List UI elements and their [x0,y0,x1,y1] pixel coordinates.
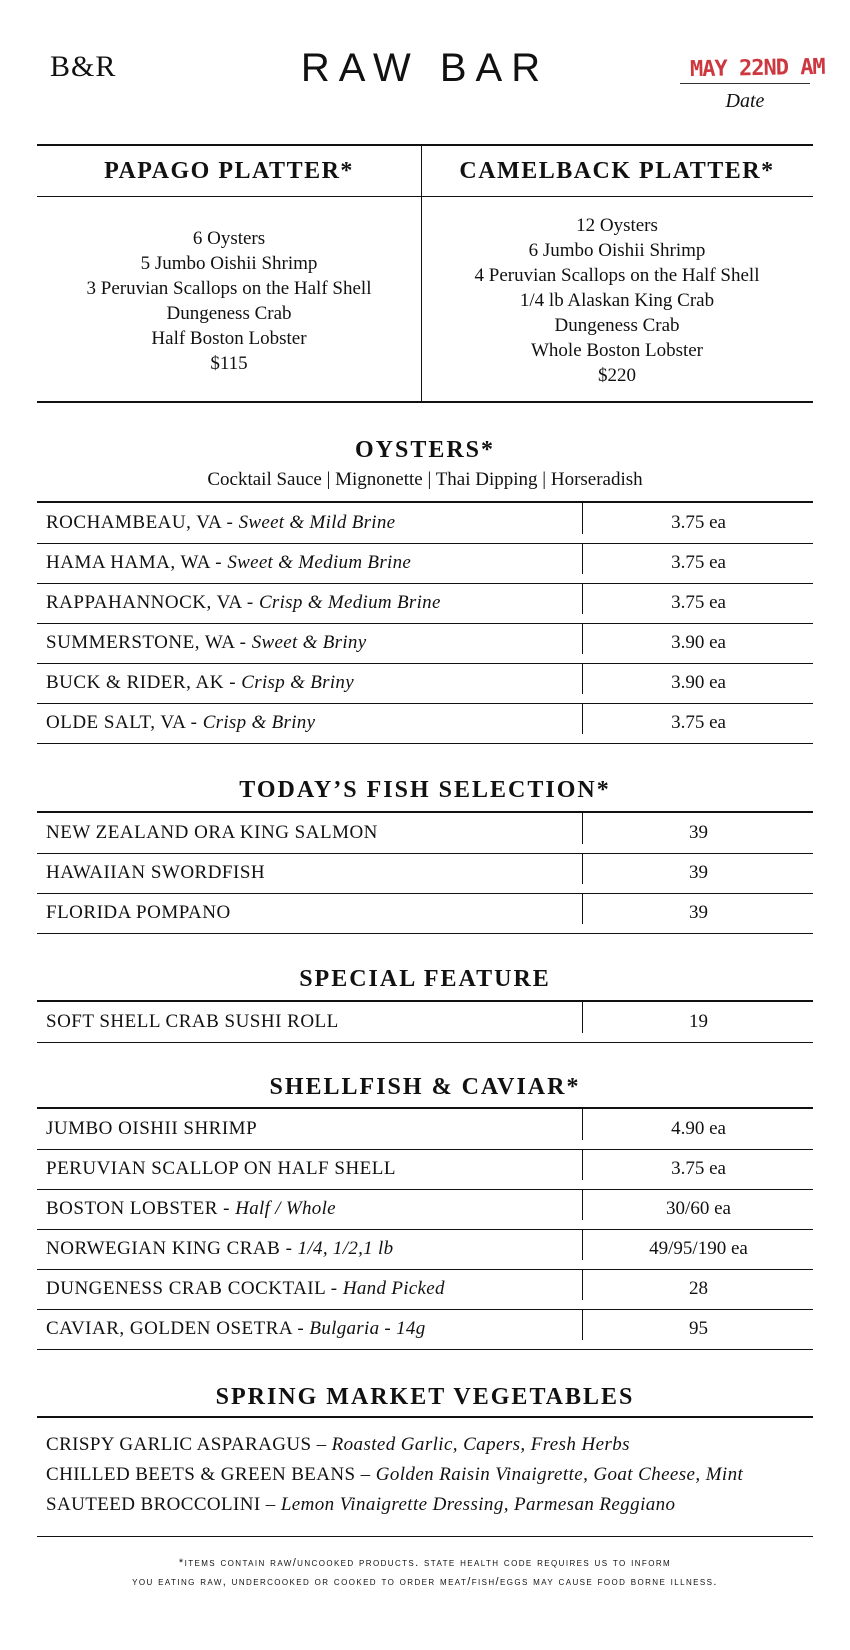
menu-row [37,1109,813,1150]
date-label: Date [725,90,765,112]
item-title: RAPPAHANNOCK, VA - [46,592,254,613]
page-title: RAW BAR [300,46,550,90]
menu-row [37,1269,813,1310]
platter-item: 3 Peruvian Scallops on the Half Shell [86,278,372,299]
platter-item: Half Boston Lobster [151,328,307,349]
item-title: OLDE SALT, VA - [46,712,198,733]
platter-item: 6 Jumbo Oishii Shrimp [528,240,706,261]
item-price: 19 [582,1002,814,1033]
vegetable-item [46,1464,743,1486]
platter-item: 12 Oysters [576,215,658,236]
item-title: PERUVIAN SCALLOP ON HALF SHELL [46,1158,396,1179]
platter-item: 1/4 lb Alaskan King Crab [519,290,715,311]
item-price: 3.75 ea [582,703,814,734]
item-name [46,512,395,534]
item-price: 3.75 ea [582,583,814,614]
platter-title-papago: PAPAGO PLATTER* [104,158,354,184]
item-title: FLORIDA POMPANO [46,902,231,923]
item-description: Bulgaria - 14g [309,1318,426,1339]
item-title: HAMA HAMA, WA - [46,552,223,573]
item-title: ROCHAMBEAU, VA - [46,512,234,533]
item-description: Sweet & Briny [251,632,367,653]
menu-row [37,1189,813,1230]
menu-row [37,813,813,854]
platter-item: 4 Peruvian Scallops on the Half Shell [474,265,760,286]
platter-item: Dungeness Crab [554,315,680,336]
disclaimer-line-1: *items contain raw/uncooked products. state health code requires us to inform [178,1557,672,1569]
item-name [46,822,378,844]
date-line [680,83,810,84]
vegetable-name: SAUTEED BROCCOLINI – [46,1494,276,1515]
vegetable-desc: Lemon Vinaigrette Dressing, Parmesan Reggiano [280,1494,676,1515]
menu-row [37,583,813,624]
section-title-vegetables: SPRING MARKET VEGETABLES [215,1384,635,1410]
item-description: Crisp & Medium Brine [258,592,441,613]
platter-item: Dungeness Crab [166,303,292,324]
item-description: Crisp & Briny [202,712,316,733]
item-name [46,1158,396,1180]
menu-row [37,1309,813,1350]
section-title-feature: SPECIAL FEATURE [299,966,551,992]
item-price: 3.90 ea [582,623,814,654]
menu-row [37,503,813,544]
item-name [46,1118,257,1140]
item-price: 39 [582,893,814,924]
item-description: Sweet & Mild Brine [238,512,396,533]
platter-items-camelback [421,213,813,388]
item-title: BOSTON LOBSTER - [46,1198,230,1219]
item-price: 28 [582,1269,814,1300]
item-price: 30/60 ea [582,1189,814,1220]
menu-row [37,543,813,584]
menu-row [37,1149,813,1190]
platter-price: $220 [598,365,636,386]
item-name [46,1238,393,1260]
menu-row [37,893,813,934]
item-price: 39 [582,853,814,884]
oyster-sauces: Cocktail Sauce | Mignonette | Thai Dipping | Horseradish [207,469,643,490]
disclaimer-line-2: you eating raw, undercooked or cooked to order meat/fish/eggs may cause food borne illness. [132,1576,718,1588]
item-description: Hand Picked [342,1278,445,1299]
item-price: 3.75 ea [582,503,814,534]
item-price: 39 [582,813,814,844]
item-name [46,862,265,884]
vegetable-item [46,1434,630,1456]
platter-price: $115 [210,353,248,374]
item-price: 3.75 ea [582,543,814,574]
item-name [46,1011,339,1033]
menu-row [37,663,813,704]
menu-row [37,1002,813,1043]
vegetable-desc: Roasted Garlic, Capers, Fresh Herbs [331,1434,630,1455]
vegetable-name: CHILLED BEETS & GREEN BEANS – [46,1464,371,1485]
item-name [46,672,354,694]
vegetables-top-rule [37,1416,813,1418]
vegetable-name: CRISPY GARLIC ASPARAGUS – [46,1434,327,1455]
item-description: Sweet & Medium Brine [227,552,412,573]
item-title: CAVIAR, GOLDEN OSETRA - [46,1318,305,1339]
health-disclaimer [0,1554,850,1592]
menu-row [37,1229,813,1270]
menu-row [37,853,813,894]
item-title: SUMMERSTONE, WA - [46,632,247,653]
item-title: JUMBO OISHII SHRIMP [46,1118,258,1139]
item-price: 49/95/190 ea [582,1229,814,1260]
platter-bottom-rule [37,401,813,403]
item-title: BUCK & RIDER, AK - [46,672,237,693]
item-name [46,632,366,654]
item-name [46,552,411,574]
platter-item: 6 Oysters [192,228,266,249]
item-title: NEW ZEALAND ORA KING SALMON [46,822,378,843]
vegetable-item [46,1494,675,1516]
item-description: 1/4, 1/2,1 lb [297,1238,394,1259]
item-name [46,712,315,734]
item-title: DUNGENESS CRAB COCKTAIL - [46,1278,338,1299]
platter-items-papago [37,226,421,376]
menu-row [37,623,813,664]
item-description: Half / Whole [235,1198,336,1219]
platter-header-rule [37,196,813,197]
platter-title-camelback: CAMELBACK PLATTER* [459,158,775,184]
platter-top-rule [37,144,813,146]
section-title-oysters: OYSTERS* [354,437,496,463]
date-stamp: MAY 22ND AM [689,54,825,83]
section-title-fish: TODAY’S FISH SELECTION* [239,777,611,803]
item-price: 95 [582,1309,814,1340]
item-name [46,902,231,924]
platter-item: 5 Jumbo Oishii Shrimp [140,253,318,274]
platter-item: Whole Boston Lobster [530,340,704,361]
item-description: Crisp & Briny [241,672,354,693]
item-title: SOFT SHELL CRAB SUSHI ROLL [46,1011,339,1032]
item-title: NORWEGIAN KING CRAB - [46,1238,293,1259]
vegetables-bottom-rule [37,1536,813,1537]
item-name [46,1278,445,1300]
item-title: HAWAIIAN SWORDFISH [46,862,266,883]
item-price: 3.75 ea [582,1149,814,1180]
item-name [46,592,441,614]
item-name [46,1198,336,1220]
vegetable-desc: Golden Raisin Vinaigrette, Goat Cheese, Mint [375,1464,744,1485]
item-price: 3.90 ea [582,663,814,694]
menu-row [37,703,813,744]
section-title-shellfish: SHELLFISH & CAVIAR* [269,1074,581,1100]
item-price: 4.90 ea [582,1109,814,1140]
item-name [46,1318,426,1340]
restaurant-logo: B&R [50,50,117,83]
